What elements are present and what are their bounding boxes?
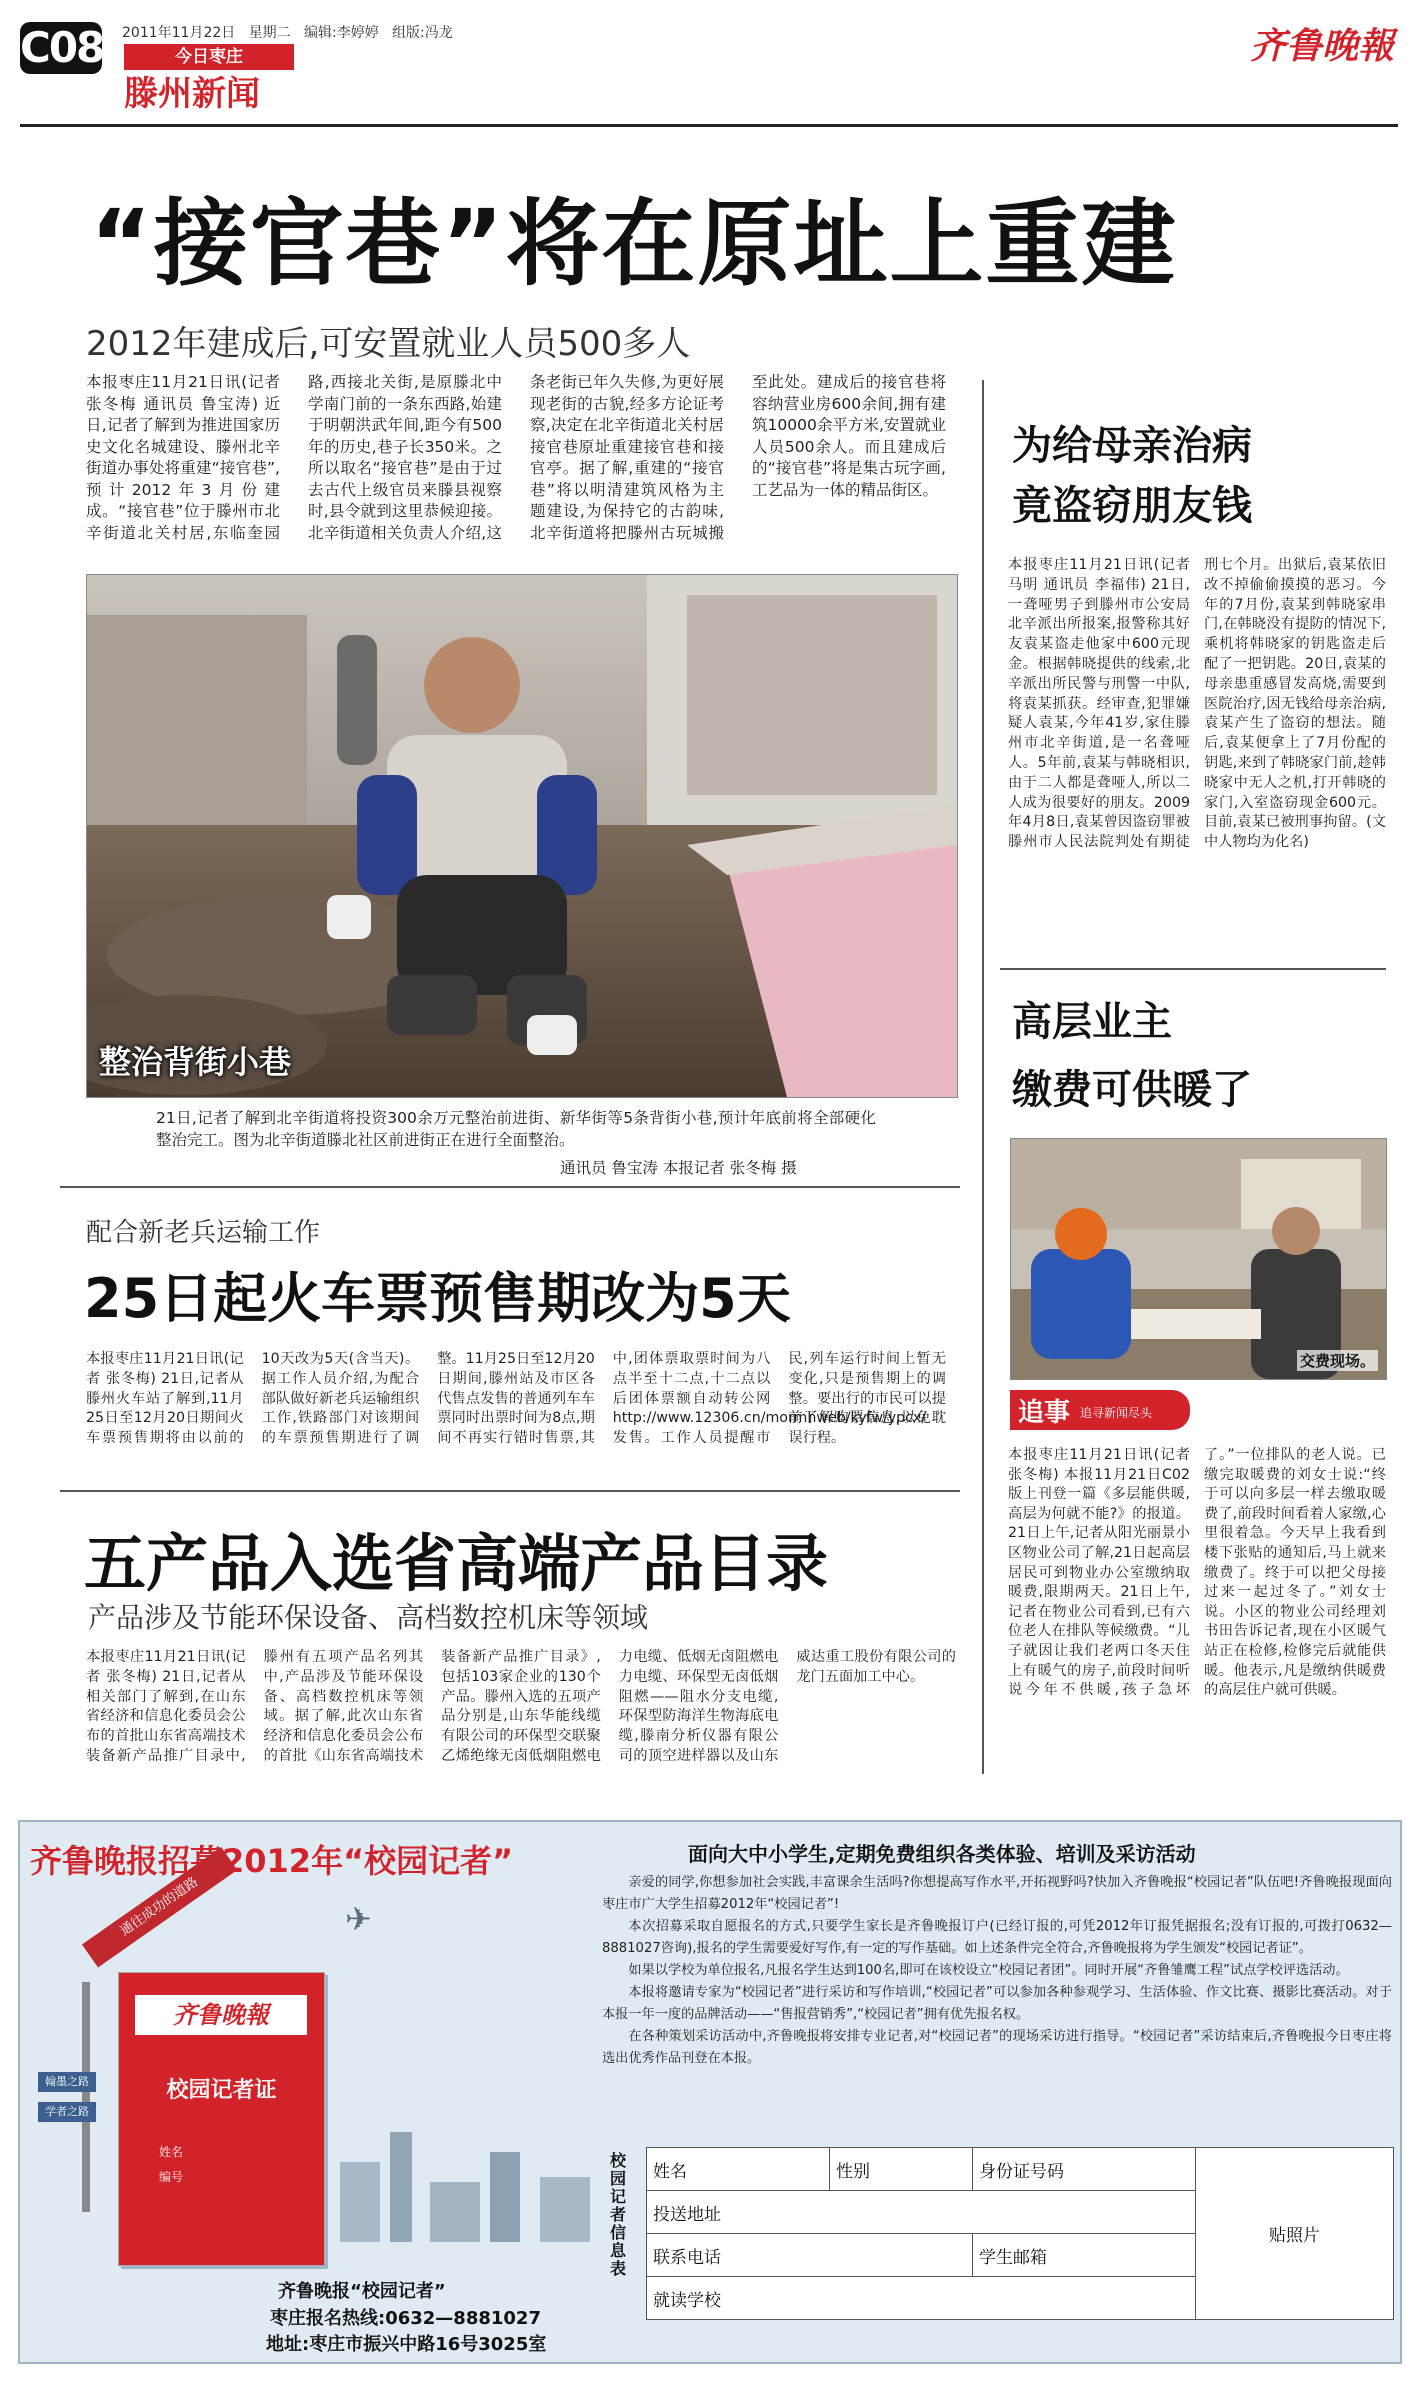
press-card-id: 编号 <box>159 2170 184 2184</box>
rail1-headline-2: 竟盗窃朋友钱 <box>1012 483 1252 529</box>
layout-credit: 组版:冯龙 <box>392 25 453 41</box>
ad-para-5: 在各种策划采访活动中,齐鲁晚报将安排专业记者,对“校园记者”的现场采访进行指导。“校园记者”采访结束后,齐鲁晚报今日枣庄将选出优秀作品刊登在本报。 <box>602 2029 1392 2066</box>
products-subhead: 产品涉及节能环保设备、高档数控机床等领域 <box>88 1601 649 1634</box>
rail2-headline-2: 缴费可供暖了 <box>1012 1067 1252 1113</box>
ad-title-a: 齐鲁晚报招募2012年 <box>30 1842 344 1880</box>
photo-caption: 21日,记者了解到北辛街道将投资300余万元整治前进街、新华街等5条背街小巷,预计年底前将全部硬化整治完工。图为北辛街道滕北社区前进街正在进行全面整治。 <box>156 1109 876 1149</box>
press-card <box>118 1972 325 2266</box>
airplane-icon: ✈ <box>345 1900 372 1938</box>
press-card-name: 姓名 <box>159 2145 184 2159</box>
form-school-label: 就读学校 <box>647 2277 1196 2320</box>
form-name-label: 姓名 <box>647 2148 830 2191</box>
form-phone-label: 联系电话 <box>647 2234 973 2277</box>
brand-logo: 齐鲁晚報 <box>1250 25 1395 67</box>
products-headline: 五产品入选省高端产品目录 <box>84 1527 829 1600</box>
lead-headline: “接官巷”将在原址上重建 <box>90 190 1178 299</box>
payment-scene-illustration <box>1011 1139 1386 1379</box>
rail1-headline-1: 为给母亲治病 <box>1012 423 1252 469</box>
header-rule <box>20 124 1398 127</box>
section-tag: 今日枣庄 <box>124 44 294 70</box>
form-side-label: 校园记者信息表 <box>610 2151 627 2278</box>
train-headline: 25日起火车票预售期改为5天 <box>84 1267 791 1330</box>
main-photo <box>86 574 958 1098</box>
rail1-rule <box>1000 968 1386 970</box>
rail2-body: 本报枣庄11月21日讯(记者 张冬梅) 本报11月21日C02版上刊登一篇《多层能供暖,高层为何就不能?》的报道。21日上午,记者从阳光丽景小区物业公司了解,21日起高层居民可到物业办公室缴纳取暖费,限期两天。21日上午,记者在物业公司看到,已有六位老人在排队等候缴费。“儿子就因让我们老两口冬天住上有暖气的房子,前段时间听说今年不供暖,孩子急坏了。”一位排队的老人说。已缴完取暖费的刘女士说:“终于可以向多层一样去缴取暖费了,前段时间看着人家缴,心里很着急。今天早上我看到楼下张贴的通知后,马上就来缴费了。终于可以把父母接过来一起过冬了。”刘女士说。小区的物业公司经理刘书田告诉记者,现在小区暖气站正在检修,检修完后就能供暖。他表示,凡是缴纳供暖费的高层住户就可供暖。 <box>1008 1447 1386 1699</box>
train-body: 本报枣庄11月21日讯(记者 张冬梅) 21日,记者从滕州火车站了解到,11月25日至12月20日期间火车票预售期将由以前的10天改为5天(含当天)。据工作人员介绍,为配合部队做好新老兵运输组织工作,铁路部门对该期间的车票预售期进行了调整。11月25日至12月20日期间,滕州站及市区各代售点发售的普通列车车票同时出票时间为8点,期间不再实行错时售票,其中,团体票取票时间为八点半至十二点,十二点以后团体票额自动转公网http://www.12306.cn/mormhweb/kyfw/ypcx/发售。工作人员提醒市民,列车运行时间上暂无变化,只是预售期上的调整。要出行的市民可以提前了解购票信息,以免耽误行程。 <box>86 1351 946 1447</box>
form-row-1 <box>647 2148 1394 2191</box>
form-gender-label: 性别 <box>830 2148 973 2191</box>
ad-title-b: “校园记者” <box>343 1842 514 1880</box>
ad-para-3: 如果以学校为单位报名,凡报名学生达到100名,即可在该校设立“校园记者团”。同时开展“齐鲁雏鹰工程”试点学校评选活动。 <box>628 1963 1349 1978</box>
followup-tag: 追事 <box>1018 1398 1071 1428</box>
rail2-headline-1: 高层业主 <box>1012 999 1172 1045</box>
reporter-info-form <box>646 2147 1394 2320</box>
ad-para-4: 本报将邀请专家为“校园记者”进行采访和写作培训,“校园记者”可以参加各种参观学习、生活体验、作文比赛、摄影比赛活动。对于本报一年一度的品牌活动——“售报营销秀”,“校园记者”拥有优先报名权。 <box>602 1985 1392 2022</box>
editor-credit: 编辑:李婷婷 <box>303 25 379 41</box>
form-photo-box: 贴照片 <box>1196 2148 1394 2320</box>
section-title: 滕州新闻 <box>124 74 260 114</box>
lead-body: 本报枣庄11月21日讯(记者 张冬梅 通讯员 鲁宝涛) 近日,记者了解到为推进国家历史文化名城建设、滕州北辛街道办事处将重建“接官巷”,预计2012年3月份建成。“接官巷”位于滕州市北辛街道北关村居,东临奎园路,西接北关街,是原滕北中学南门前的一条东西路,始建于明朝洪武年间,距今有500年的历史,巷子长350米。之所以取名“接官巷”是由于过去古代上级官员来滕县视察时,县令就到这里恭候迎接。北辛街道相关负责人介绍,这条老街已年久失修,为更好展现老街的古貌,经多方论证考察,决定在北辛街道北关村居接官巷原址重建接官巷和接官亭。据了解,重建的“接官巷”将以明清建筑风格为主题建设,为保持它的古韵味,北辛街道将把滕州古玩城搬至此处。建成后的接官巷将容纳营业房600余间,拥有建筑10000余平方米,安置就业人员500余人。而且建成后的“接官巷”将是集古玩字画,工艺品为一体的精品街区。 <box>86 373 946 542</box>
issue-date: 2011年11月22日 <box>122 25 236 41</box>
lead-subhead: 2012年建成后,可安置就业人员500多人 <box>86 324 691 364</box>
signpost-pole <box>82 1982 90 2212</box>
form-id-label: 身份证号码 <box>973 2148 1196 2191</box>
train-rule <box>60 1490 960 1492</box>
products-body: 本报枣庄11月21日讯(记者 张冬梅) 21日,记者从相关部门了解到,在山东省经济和信息化委员会公布的首批山东省高端技术装备新产品推广目录中,滕州有五项产品名列其中,产品涉及节能环保设备、高档数控机床等领域。据了解,此次山东省经济和信息化委员会公布的首批《山东省高端技术装备新产品推广目录》,包括103家企业的130个产品。滕州入选的五项产品分别是,山东华能线缆有限公司的环保型交联聚乙烯绝缘无卤低烟阻燃电力电缆、低烟无卤阻燃电力电缆、环保型无卤低烟阻燃——阻水分支电缆,环保型防海洋生物海底电缆,滕南分析仪器有限公司的顶空进样器以及山东威达重工股份有限公司的龙门五面加工中心。 <box>86 1649 956 1764</box>
rail1-body: 本报枣庄11月21日讯(记者 马明 通讯员 李福伟) 21日,一聋哑男子到滕州市公安局北辛派出所报案,报警称其好友袁某盗走他家中600元现金。根据韩晓提供的线索,北辛派出所民警与刑警一中队,将袁某抓获。经审查,犯罪嫌疑人袁某,今年41岁,家住滕州市北辛街道,是一名聋哑人。5年前,袁某与韩晓相识,由于二人都是聋哑人,所以二人成为很要好的朋友。2009年4月8日,袁某曾因盗窃罪被滕州市人民法院判处有期徒刑七个月。出狱后,袁某依旧改不掉偷偷摸摸的恶习。今年的7月份,袁某到韩晓家串门,在韩晓没有提防的情况下,乘机将韩晓家的钥匙盗走后配了一把钥匙。20日,袁某的母亲患重感冒发高烧,需要到医院治疗,因无钱给母亲治病,袁某产生了盗窃的想法。随后,袁某便拿上了7月份配的钥匙,来到了韩晓家门前,趁韩晓家中无人之机,打开韩晓的家门,入室盗窃现金600元。目前,袁某已被刑事拘留。(文中人物均为化名) <box>1008 557 1386 851</box>
ad-text <box>602 1872 1392 2070</box>
ad-org: 齐鲁晚报“校园记者” <box>278 2281 446 2302</box>
press-card-brand: 齐鲁晚報 <box>135 1995 307 2035</box>
signpost-arrow-1: 通往成功的道路 <box>82 1847 237 1967</box>
form-address-label: 投送地址 <box>647 2191 1196 2234</box>
worker-photo-illustration <box>87 575 957 1097</box>
form-zip-label: 学生邮箱 <box>973 2234 1196 2277</box>
ad-title <box>30 1836 513 1882</box>
lead-rule <box>60 1186 960 1188</box>
page-number-badge: C08 <box>20 23 104 72</box>
press-card-title: 校园记者证 <box>166 2078 277 2103</box>
rail2-photo-caption: 交费现场。 <box>1297 1350 1378 1371</box>
campus-reporter-ad <box>18 1820 1402 2364</box>
followup-logo <box>1010 1390 1190 1430</box>
photo-credit: 通讯员 鲁宝涛 本报记者 张冬梅 摄 <box>560 1159 797 1177</box>
header-meta <box>122 22 453 42</box>
ad-para-2: 本次招募采取自愿报名的方式,只要学生家长是齐鲁晚报订户(已经订报的,可凭2012年订报凭据报名;没有订报的,可拨打0632—8881027咨询),报名的学生需要爱好写作,有一定的写作基础。如上述条件完全符合,齐鲁晚报将为学生颁发“校园记者证”。 <box>602 1919 1392 1956</box>
signpost-arrow-3: 学者之路 <box>38 2102 96 2122</box>
issue-weekday: 星期二 <box>248 25 291 41</box>
rail2-photo <box>1010 1138 1387 1380</box>
column-divider <box>982 380 984 1774</box>
photo-overlay-title: 整治背街小巷 <box>99 1043 292 1081</box>
train-kicker: 配合新老兵运输工作 <box>86 1218 321 1248</box>
ad-address: 地址:枣庄市振兴中路16号3025室 <box>266 2334 547 2355</box>
ad-hotline: 枣庄报名热线:0632—8881027 <box>270 2308 541 2329</box>
signpost-arrow-2: 翰墨之路 <box>38 2072 96 2092</box>
followup-sub: 追寻新闻尽头 <box>1080 1406 1153 1420</box>
ad-para-1: 亲爱的同学,你想参加社会实践,丰富课余生活吗?你想提高写作水平,开拓视野吗?快加入齐鲁晚报“校园记者”队伍吧!齐鲁晚报现面向枣庄市广大学生招募2012年“校园记者”! <box>602 1875 1392 1912</box>
ad-heading: 面向大中小学生,定期免费组织各类体验、培训及采访活动 <box>688 1842 1196 1866</box>
